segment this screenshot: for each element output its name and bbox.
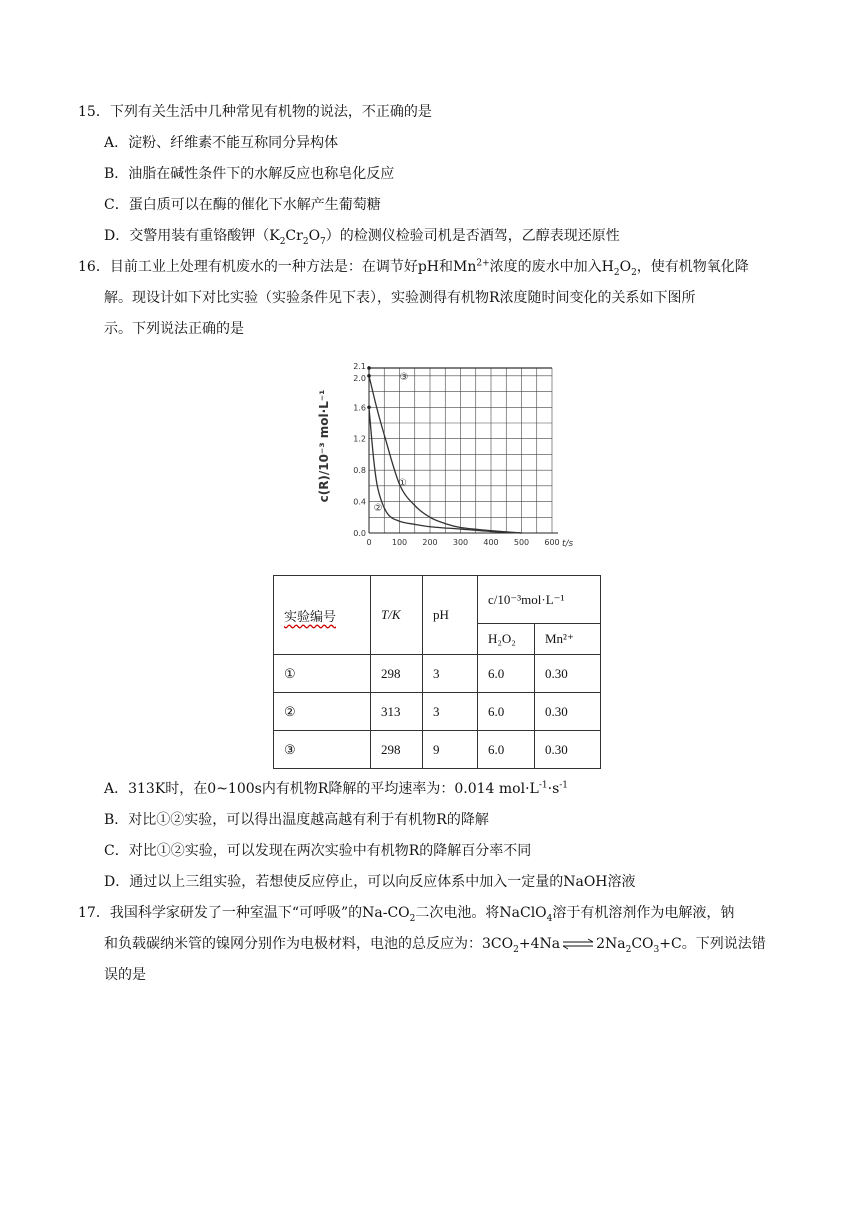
q17-stem-line1: 17．我国科学家研发了一种室温下“可呼吸”的$Na-CO_2$二次电池。将NaClO$_4$溶于有机溶剂作为电解液，钠	[78, 905, 735, 924]
chart-y-axis-label: c(R)/10⁻³ mol·L⁻¹	[317, 389, 331, 503]
series-start-point-3	[367, 366, 371, 370]
experiment-conditions-table	[273, 575, 601, 769]
header-h2o2: H₂O₂	[478, 624, 535, 655]
header-mn: Mn²⁺	[535, 624, 601, 655]
x-tick-label: 600	[544, 538, 560, 547]
header-concentration: c/10⁻³mol·L⁻¹	[478, 576, 601, 624]
chart-series	[367, 366, 552, 533]
y-tick-label: 1.2	[353, 434, 366, 444]
q15-option-d: D．交警用装有重铬酸钾$(K_2Cr_2O_7)$的检测仪检验司机是否酒驾，乙醇表现还原性	[104, 228, 620, 247]
y-tick-label: 2.0	[353, 373, 366, 383]
cell-ph: 3	[423, 655, 478, 693]
cell-t: 298	[371, 731, 423, 769]
x-tick-label: 200	[422, 538, 438, 547]
cell-h2o2: 6.0	[478, 655, 535, 693]
cell-mn: 0.30	[535, 731, 601, 769]
cell-mn: 0.30	[535, 655, 601, 693]
header-temperature: T/K	[371, 576, 423, 655]
cell-ph: 9	[423, 731, 478, 769]
x-tick-label: 100	[391, 538, 408, 547]
x-tick-label: 400	[483, 538, 499, 547]
q17-stem-line2: 和负载碳纳米管的镍网分别作为电极材料，电池的总反应为：$3CO_2+4Na$ $2Na_2CO_3+C$。下列说法错	[104, 936, 766, 955]
reversible-arrow-icon	[561, 938, 595, 950]
cell-ph: 3	[423, 693, 478, 731]
q15-stem: 15．下列有关生活中几种常见有机物的说法，不正确的是	[78, 104, 432, 120]
q16-option-b: B．对比①②实验，可以得出温度越高越有利于有机物R的降解	[104, 812, 489, 828]
y-tick-label: 0.8	[353, 466, 366, 476]
q16-option-a: A．313K时，在0~100s内有机物R降解的平均速率为：0.014 $mol\cdot L^{-1}\cdot s^{-1}$	[104, 780, 569, 797]
series-label-3: ③	[399, 371, 409, 383]
cell-id: ①	[274, 655, 371, 693]
q16-option-d: D．通过以上三组实验，若想使反应停止，可以向反应体系中加入一定量的NaOH溶液	[104, 874, 636, 890]
series-start-point-1	[367, 374, 371, 378]
cell-id: ③	[274, 731, 371, 769]
q15-option-b: B．油脂在碱性条件下的水解反应也称皂化反应	[104, 166, 395, 182]
q15-option-c: C．蛋白质可以在酶的催化下水解产生葡萄糖	[104, 197, 381, 213]
y-tick-label: 2.1	[353, 362, 366, 371]
q16-stem-line1: 16．目前工业上处理有机废水的一种方法是：在调节好pH和$Mn^{2+}$浓度的废水中加入$H_2O_2$，使有机物氧化降	[78, 258, 749, 278]
q16-stem-line2: 解。现设计如下对比实验（实验条件见下表），实验测得有机物R浓度随时间变化的关系如下图所	[104, 290, 696, 306]
chart-axes	[369, 366, 558, 533]
cell-h2o2: 6.0	[478, 693, 535, 731]
x-tick-label: 500	[513, 538, 530, 547]
chart-x-axis-label: t/s	[562, 539, 574, 549]
y-tick-label: 0.0	[353, 529, 366, 538]
header-experiment-id: 实验编号	[274, 576, 371, 655]
cell-t: 298	[371, 655, 423, 693]
x-tick-label: 0	[366, 538, 372, 547]
cell-id: ②	[274, 693, 371, 731]
cell-t: 313	[371, 693, 423, 731]
chart-grid	[369, 368, 552, 533]
x-tick-label: 300	[452, 538, 469, 547]
series-label-1: ①	[397, 477, 407, 489]
table-row	[274, 693, 601, 731]
y-tick-label: 0.4	[353, 497, 366, 507]
table-row	[274, 655, 601, 693]
q17-stem-line3: 误的是	[104, 967, 146, 983]
q16-option-c: C．对比①②实验，可以发现在两次实验中有机物R的降解百分率不同	[104, 843, 532, 859]
concentration-time-chart	[312, 356, 582, 551]
y-tick-label: 1.6	[353, 403, 366, 413]
cell-h2o2: 6.0	[478, 731, 535, 769]
series-start-point-2	[367, 405, 371, 409]
table-row	[274, 731, 601, 769]
cell-mn: 0.30	[535, 693, 601, 731]
header-ph: pH	[423, 576, 478, 655]
q15-option-a: A．淀粉、纤维素不能互称同分异构体	[104, 135, 339, 151]
q16-stem-line3: 示。下列说法正确的是	[104, 321, 244, 337]
series-label-2: ②	[373, 503, 383, 514]
